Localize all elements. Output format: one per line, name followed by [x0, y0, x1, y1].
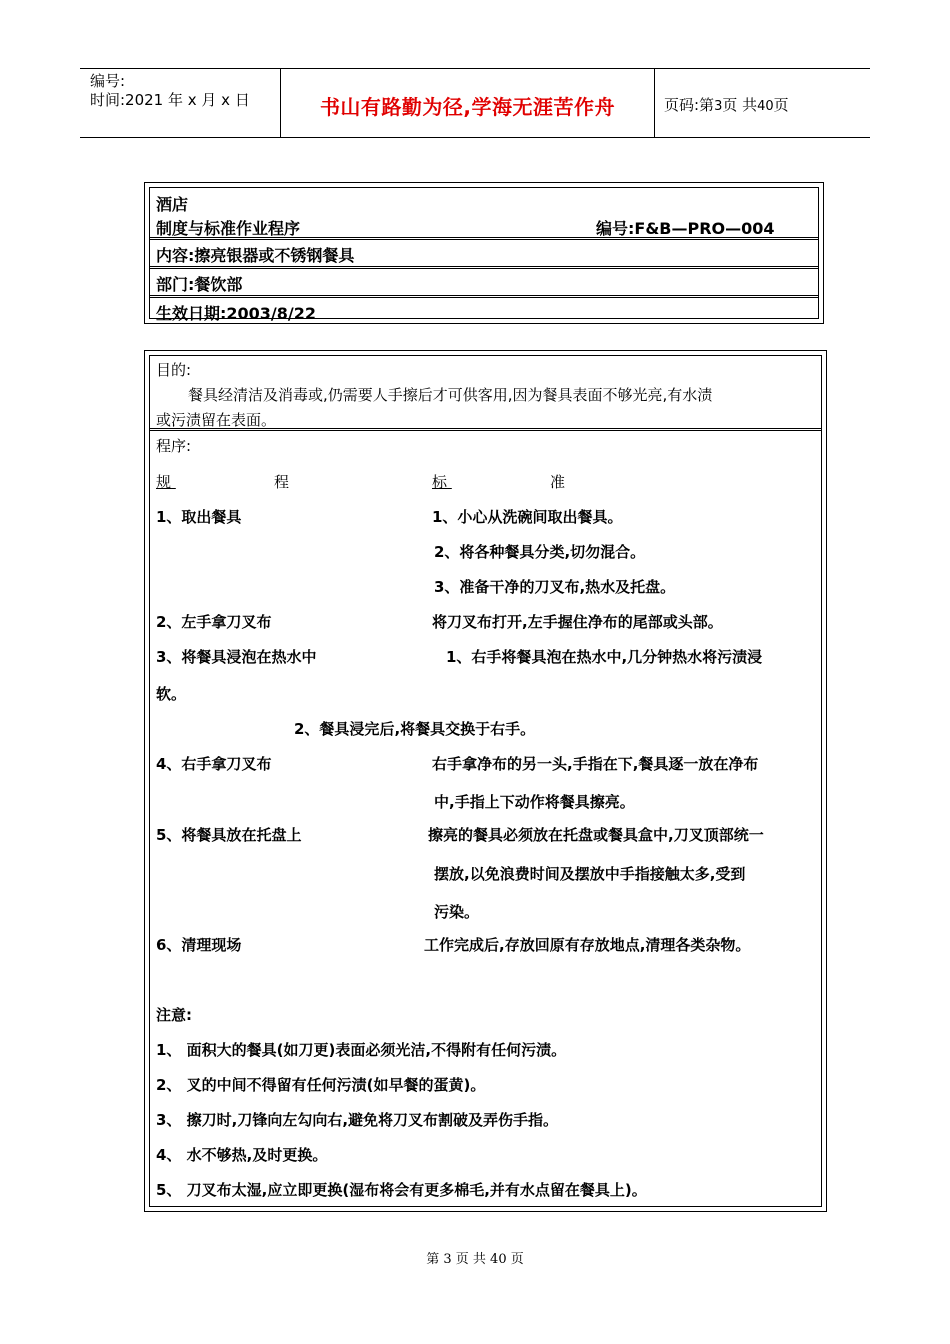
step-1: 1、取出餐具	[156, 508, 242, 526]
document-header	[80, 68, 870, 138]
info-box	[144, 182, 824, 324]
procedure-box	[144, 350, 827, 1212]
purpose-text: 或污渍留在表面。	[156, 411, 277, 429]
column-header-standard-b: 准	[550, 473, 566, 491]
step-4-standard: 右手拿净布的另一头,手指在下,餐具逐一放在净布	[432, 755, 759, 773]
step-6-standard: 工作完成后,存放回原有存放地点,清理各类杂物。	[424, 936, 751, 954]
page-prefix: 页码:第	[664, 96, 715, 114]
step-3: 3、将餐具浸泡在热水中	[156, 648, 317, 666]
page-footer: 第 3 页 共 40 页	[426, 1252, 524, 1267]
info-rule	[150, 295, 818, 298]
code-label: 编号:	[90, 72, 126, 90]
note-item: 4、 水不够热,及时更换。	[156, 1146, 328, 1164]
time-label: 时间:2021 年 x 月 x 日	[90, 91, 250, 109]
procedure-label: 程序:	[156, 437, 192, 455]
step-2: 2、左手拿刀叉布	[156, 613, 272, 631]
step-1-standard: 2、将各种餐具分类,切勿混合。	[434, 543, 646, 561]
step-2-standard: 将刀叉布打开,左手握住净布的尾部或头部。	[432, 613, 723, 631]
purpose-label: 目的:	[156, 361, 192, 379]
note-item: 3、 擦刀时,刀锋向左勾向右,避免将刀叉布割破及弄伤手指。	[156, 1111, 559, 1129]
slogan: 书山有路勤为径,学海无涯苦作舟	[319, 95, 616, 119]
column-header-rule-a: 规	[156, 473, 172, 491]
step-1-standard: 3、准备干净的刀叉布,热水及托盘。	[434, 578, 676, 596]
department: 部门:餐饮部	[156, 275, 243, 294]
column-header-standard	[432, 472, 566, 492]
step-3-standard-cont: 软。	[156, 685, 187, 703]
header-divider	[654, 69, 655, 137]
note-item: 2、 叉的中间不得留有任何污渍(如早餐的蛋黄)。	[156, 1076, 486, 1094]
step-5-standard-cont: 污染。	[434, 903, 480, 921]
column-header-standard-a: 标	[432, 473, 448, 491]
content-title: 内容:擦亮银器或不锈钢餐具	[156, 246, 355, 265]
step-5-standard-cont: 摆放,以免浪费时间及摆放中手指接触太多,受到	[434, 865, 746, 883]
doc-number: 编号:F&B—PRO—004	[596, 219, 775, 238]
step-6: 6、清理现场	[156, 936, 242, 954]
step-1-standard: 1、小心从洗碗间取出餐具。	[432, 508, 623, 526]
note-item: 5、 刀叉布太湿,应立即更换(湿布将会有更多棉毛,并有水点留在餐具上)。	[156, 1181, 647, 1199]
page-indicator	[664, 94, 789, 115]
page-mid: 页 共	[722, 96, 758, 114]
note-item: 1、 面积大的餐具(如刀更)表面必须光洁,不得附有任何污渍。	[156, 1041, 567, 1059]
page-number: 3	[714, 99, 723, 114]
purpose-text: 餐具经清洁及消毒或,仍需要人手擦后才可供客用,因为餐具表面不够光亮,有水渍	[188, 386, 713, 404]
info-rule	[150, 237, 818, 240]
effective-date: 生效日期:2003/8/22	[156, 304, 317, 323]
info-box-inner	[149, 187, 819, 323]
hotel-name: 酒店	[156, 195, 189, 214]
column-header-rule-b: 程	[274, 473, 290, 491]
info-title-row	[150, 190, 818, 240]
step-4: 4、右手拿刀叉布	[156, 755, 272, 773]
column-header-rule	[156, 472, 290, 492]
step-4-standard-cont: 中,手指上下动作将餐具擦亮。	[434, 793, 635, 811]
step-3-standard: 2、餐具浸完后,将餐具交换于右手。	[294, 720, 536, 738]
header-meta	[90, 72, 250, 110]
page-total: 40	[757, 99, 774, 114]
step-5: 5、将餐具放在托盘上	[156, 826, 302, 844]
note-label: 注意:	[156, 1006, 192, 1024]
doc-type: 制度与标准作业程序	[156, 219, 301, 238]
page-suffix: 页	[773, 96, 789, 114]
step-5-standard: 擦亮的餐具必须放在托盘或餐具盒中,刀叉顶部统一	[428, 826, 764, 844]
step-3-standard: 1、右手将餐具泡在热水中,几分钟热水将污渍浸	[446, 648, 763, 666]
procedure-box-inner	[149, 355, 822, 1207]
info-rule	[150, 266, 818, 269]
section-divider	[149, 428, 822, 431]
